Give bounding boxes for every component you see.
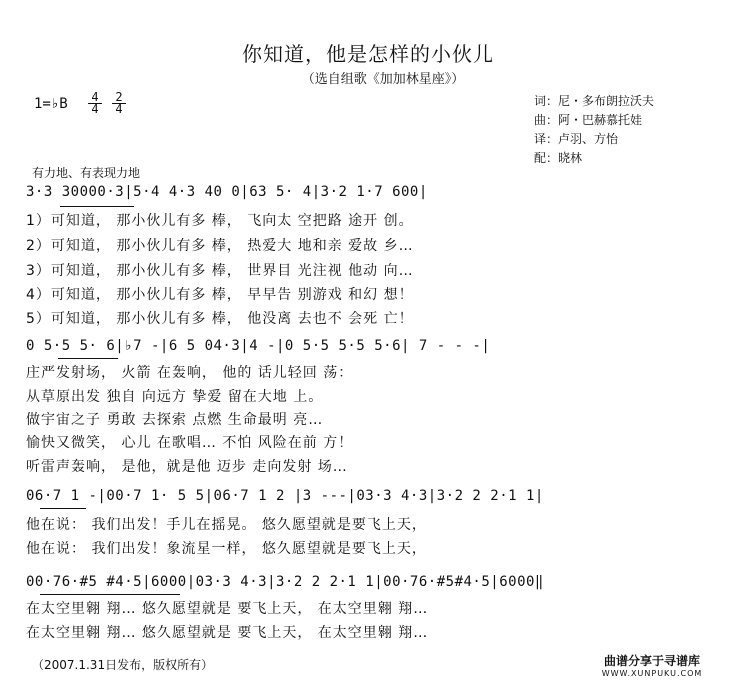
credits — [534, 92, 654, 168]
beam — [60, 206, 134, 207]
lyric-line: 他在说： 我们出发！手儿在摇晃。 悠久愿望就是要飞上天， — [26, 517, 427, 533]
notation-line-1: 3·3 30000·3|5·4 4·3 40 0|63 5· 4|3·2 1·7 600| — [26, 184, 428, 200]
publish-note: （2007.1.31日发布，版权所有） — [32, 658, 214, 672]
lyric-line: 做宇宙之子 勇敢 去探索 点燃 生命最明 亮… — [26, 412, 324, 428]
notation-line-3: 06·7 1 -|00·7 1· 5 5|06·7 1 2 |3 ---|03·3 4·3|3·2 2 2·1 1| — [26, 488, 544, 504]
lyric-line: 从草原出发 独自 向远方 挚爱 留在大地 上。 — [26, 389, 324, 405]
lyric-line: 4）可知道， 那小伙儿有多 棒， 早早告 别游戏 和幻 想！ — [26, 287, 414, 303]
lyricist: 词：尼・多布朗拉沃夫 — [534, 94, 655, 108]
lyric-line: 听雷声轰响， 是他，就是他 迈步 走向发射 场… — [26, 459, 348, 475]
arranger: 配：晓林 — [534, 151, 583, 165]
page-title: 你知道，他是怎样的小伙儿 — [242, 42, 494, 66]
lyric-line: 3）可知道， 那小伙儿有多 棒， 世界目 光注视 他动 向… — [26, 263, 414, 279]
watermark: 曲谱分享于寻谱库 WWW.XUNPUKU.COM — [601, 654, 703, 678]
notation-line-4: 00·76·#5 #4·5|6000|03·3 4·3|3·2 2 2·1 1|00·76·#5#4·5|6000‖ — [26, 574, 544, 590]
beam — [58, 358, 118, 359]
lyric-line: 1）可知道， 那小伙儿有多 棒， 飞向太 空把路 途开 创。 — [26, 213, 414, 229]
beam — [40, 508, 86, 509]
composer: 曲：阿・巴赫慕托娃 — [534, 113, 643, 127]
lyric-line: 在太空里翱 翔… 悠久愿望就是 要飞上天， 在太空里翱 翔… — [26, 625, 429, 641]
lyric-line: 愉快又微笑， 心儿 在歌唱… 不怕 风险在前 方！ — [26, 435, 354, 451]
beam — [40, 594, 180, 595]
subtitle: （选自组歌《加加林星座》） — [301, 72, 465, 87]
translator: 译：卢羽、方怡 — [534, 132, 619, 146]
lyric-line: 庄严发射场， 火箭 在轰响， 他的 话儿轻回 荡： — [26, 365, 354, 381]
expression-mark: 有力地、有表现力地 — [32, 166, 141, 180]
lyric-line: 2）可知道， 那小伙儿有多 棒， 热爱大 地和亲 爱故 乡… — [26, 238, 414, 254]
time-signature-2: 2 4 — [112, 92, 126, 115]
notation-line-2: 0 5·5 5· 6|♭7 -|6 5 04·3|4 -|0 5·5 5·5 5·6| 7 - - -| — [26, 338, 491, 354]
time-signature-1: 4 4 — [88, 92, 102, 115]
lyric-line: 5）可知道， 那小伙儿有多 棒， 他没离 去也不 会死 亡！ — [26, 311, 414, 327]
lyric-line: 他在说： 我们出发！象流星一样， 悠久愿望就是要飞上天， — [26, 541, 427, 557]
key-signature: 1=♭B — [34, 96, 68, 112]
lyric-line: 在太空里翱 翔… 悠久愿望就是 要飞上天， 在太空里翱 翔… — [26, 601, 429, 617]
